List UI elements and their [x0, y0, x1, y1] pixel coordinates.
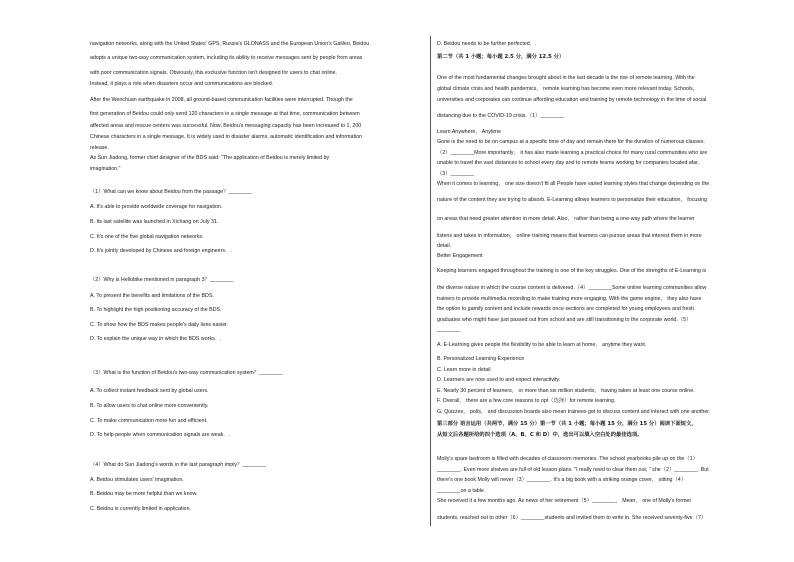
- left-text-line: As Sun Jiadong, former chief designer of the BDS said: "The application of Beidou is merely limited by: [90, 155, 330, 161]
- right-text-line: the option to gamify content and include rewards once sections are completed for young employees and fresh: [437, 306, 695, 312]
- left-text-line: A. To present the benefits and limitations of the BDS.: [90, 293, 214, 299]
- left-text-line: B. Its last satellite was launched in Xichang on July 31.: [90, 219, 219, 225]
- left-text-line: A. To collect instant feedback sent by global users.: [90, 388, 209, 394]
- right-text-line: listens and takes in information， online training means that learners can pursue areas that interest them in more: [437, 233, 702, 239]
- left-text-line: D. It's jointly developed by Chinese and foreign engineers．.: [90, 248, 232, 254]
- right-text-line: ________. Even more shelves are full of old lesson plans. "I really need to clear them out, " she（2）________. But: [437, 467, 709, 473]
- right-text-line: B. Personalized Learning Experience: [437, 356, 525, 362]
- left-text-line: D. To help people when communication signals are weak．.: [90, 432, 231, 438]
- left-text-line: imagination.": [90, 166, 121, 172]
- right-text-line: （2）________More importantly， it has also made learning a practical choice for many rural communities who are: [437, 150, 708, 156]
- left-text-line: C. To show how the BDS makes people's daily lives easier.: [90, 322, 229, 328]
- left-text-line: （2）Why is Hellobike mentioned in paragraph 3？________: [90, 277, 234, 283]
- right-text-line: She received it a few months ago. As news of her retirement（5）________， Meier， one of Molly's former: [437, 498, 692, 504]
- left-text-line: After the Wenchuan earthquake in 2008, all ground-based communication facilities were interrupted. Though the: [90, 97, 353, 103]
- left-text-line: navigation networks, along with the United States' GPS, Russia's GLONASS and the European Union's Galileo, Beidou: [90, 41, 370, 47]
- left-text-line: B. To allow users to chat online more conveniently.: [90, 403, 209, 409]
- right-text-line: E. Nearly 30 percent of learners， or more than six million students， having taken at least one course online.: [437, 388, 695, 394]
- left-text-line: C. Beidou is currently limited in application.: [90, 506, 191, 512]
- right-text-line: universities and corporates can continue affording education and training by remote technology in the time of social: [437, 97, 707, 103]
- column-divider: [430, 36, 431, 526]
- left-text-line: release.: [90, 145, 109, 151]
- left-text-line: （3）What is the function of Beidou's two-way communication system？________: [90, 370, 283, 376]
- right-text-line: D. Beidou needs to be further perfected．.: [437, 41, 537, 47]
- right-text-line: Molly's spare bedroom is filled with decades of classroom memories. The school yearbooks pile up on the（1）: [437, 456, 698, 462]
- left-text-line: C. To make communication more fun and efficient.: [90, 418, 208, 424]
- right-text-line: When it comes to learning， one size doesn't fit all People have varied learning styles that change depending on the: [437, 181, 710, 187]
- left-text-line: C. It's one of the five global navigation networks.: [90, 234, 204, 240]
- left-text-line: B. Beidou may be more helpful than we know.: [90, 491, 198, 497]
- right-text-line: Better Engagement: [437, 253, 483, 259]
- right-text-line: 从短文后各题所给的四个选项（A、B、C 和 D）中，选出可以填入空白处的最佳选项。: [437, 432, 643, 438]
- right-text-line: trainers to provide multimedia recording to make training more engaging. With the game engine， they also have: [437, 296, 702, 302]
- right-text-line: graduates who might have just passed out from school and are still transitioning to the corporate world.（5）: [437, 317, 692, 323]
- right-text-line: 第三部分 语言运用（共两节，满分 15 分）第一节（共 1 小题；每小题 15 分，满分 15 分）阅读下面短文，: [437, 421, 697, 427]
- right-text-line: G. Quizzes， polls， and discussion boards also mean trainees get to discuss content and interact with one another.: [437, 409, 711, 415]
- left-text-line: with poor communication signals. Obviously, this exclusive function isn't designed for users to chat online.: [90, 70, 338, 76]
- right-text-line: A. E-Learning gives people the flexibility to be able to learn at home， anytime they want.: [437, 342, 647, 348]
- right-text-line: the diverse nature in which the course content is delivered.（4）________Some online learning communities allow: [437, 285, 707, 291]
- left-text-line: （1）What can we know about Beidou from the passage？________: [90, 189, 252, 195]
- right-text-line: C. Learn more in detail: [437, 367, 491, 373]
- left-text-line: （4）What do Sun Jiadong's words in the last paragraph imply？________: [90, 462, 266, 468]
- right-text-line: global climate crisis and health pandemics， remote learning has become even more relevant today. Schools，: [437, 86, 699, 92]
- right-text-line: D. Learners are now used to and expect interactivity.: [437, 377, 561, 383]
- left-text-line: adopts a unique two-way communication system, including its ability to receive messages sent by people from areas: [90, 55, 363, 61]
- right-text-line: F. Overall， there are a few core reasons to opt（选择）for remote learning.: [437, 398, 616, 404]
- right-text-line: Gone is the need to be on campus at a specific time of day and remain there for the duration of numerous classes.: [437, 139, 705, 145]
- right-text-line: One of the most fundamental changes brought about in the last decade is the rise of remote learning. With the: [437, 75, 695, 81]
- right-text-line: distancing due to the COVID-19 crisis.（1）________: [437, 113, 564, 119]
- right-text-line: on areas that need greater attention in more detail. Also， rather than being a one-way path where the learner: [437, 216, 695, 222]
- right-text-line: ________: [437, 327, 461, 333]
- left-text-line: first generation of Beidou could only send 120 characters in a single message at that time, communication between: [90, 111, 360, 117]
- right-text-line: nature of the content they are trying to absorb. E-Learning allows learners to personalize their education， focusing: [437, 197, 708, 203]
- right-text-line: ________on a table.: [437, 488, 486, 494]
- left-text-line: affected areas and rescue centers was successful. Now, Beidou's messaging capacity has been increased to 1, 200: [90, 123, 362, 129]
- right-text-line: （3）________: [437, 171, 475, 177]
- left-text-line: Chinese characters in a single message. It is widely used in disaster alarms, automatic identification and information: [90, 134, 363, 140]
- left-text-line: A. Beidou stimulates users' imagination.: [90, 477, 184, 483]
- left-text-line: B. To highlight the high positioning accuracy of the BDS.: [90, 307, 222, 313]
- left-text-line: D. To explain the unique way in which the BDS works．.: [90, 336, 222, 342]
- right-text-line: students, reached out to other（6）________students and invited them to write in. She received seventy-five（7）: [437, 515, 707, 521]
- right-text-line: there's one book Molly will never（3）________. It's a big book with a striking orange cover， sitting（4）: [437, 477, 687, 483]
- right-text-line: unable to travel the vast distances to school every day and to remote teams working for companies located afar.: [437, 160, 700, 166]
- right-text-line: detail.: [437, 243, 452, 249]
- right-text-line: Learn Anywhere， Anytime: [437, 129, 501, 135]
- right-text-line: 第二节（共 1 小题；每小题 2.5 分，满分 12.5 分）: [437, 54, 565, 60]
- right-text-line: Keeping learners engaged throughout the training is one of the key struggles. One of the strengths of E-Learning is: [437, 268, 707, 274]
- left-text-line: A. It's able to provide worldwide coverage for navigation.: [90, 204, 223, 210]
- left-text-line: Instead, it plays a role when disasters occur and communications are blocked.: [90, 81, 274, 87]
